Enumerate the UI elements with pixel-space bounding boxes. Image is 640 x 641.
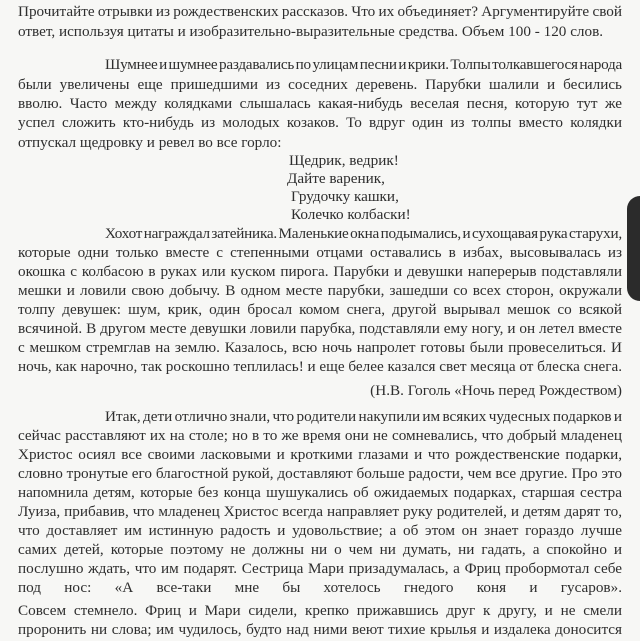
text-line: вволю. Часто между колядками слышалась какая-нибудь веселая песня, которую тут же <box>18 95 622 112</box>
attribution: (Н.В. Гоголь «Ночь перед Рождеством) <box>370 382 622 399</box>
text-line: напомнила детям, которые без конца шушукались об ожидаемых подарках, старшая сестра <box>18 484 622 501</box>
text-line: под нос: «А все-таки мне бы хотелось гнедого коня и гусаров». <box>18 579 622 596</box>
text-line: толпу девушек: шум, крик, один бросал комом снега, другой вырывал мешок со всякой <box>18 301 622 318</box>
text-line: Христос осиял все своими ласковыми и кроткими глазами и что рождественские подарки, <box>18 446 622 463</box>
text-line: самих детей, которые поэтому не должны ни о чем ни думать, ни гадать, а спокойно и <box>18 541 622 558</box>
text-line: Прочитайте отрывки из рождественских рассказов. Что их объединяет? Аргументируйте свой <box>18 3 622 20</box>
text-line: послушно ждать, что им подарят. Сестрица Мари призадумалась, а Фриц пробормотал себе <box>18 560 622 577</box>
poem-line: Дайте вареник, <box>287 170 385 187</box>
text-line: с мешком стремглав на землю. Казалось, всю ночь напролет готовы были провеселиться. И <box>18 339 622 356</box>
text-line: мешки и ловили свою добычу. В одном месте парубки, зашедши со всех сторон, окружали <box>18 282 622 299</box>
text-line: Хохот награждал затейника. Маленькие окна подымались, и сухощавая рука старухи, <box>105 225 622 242</box>
text-line: Итак, дети отлично знали, что родители накупили им всяких чудесных подарков и <box>105 408 622 425</box>
text-line: всячиной. В другом месте девушки ловили парубка, подставляли ему ногу, и он летел вместе <box>18 320 622 337</box>
text-line: отпускал щедровку и ревел во все горло: <box>18 134 282 151</box>
text-line: были увеличены еще пришедшими из соседних деревень. Парубки шалили и бесились <box>18 76 622 93</box>
poem-line: Колечко колбаски! <box>291 206 411 223</box>
poem-line: Грудочку кашки, <box>291 188 399 205</box>
text-line: сейчас расставляют их на столе; но в то же время они не сомневались, что добрый младенец <box>18 427 622 444</box>
text-line: проронить ни слова; им чудилось, будто над ними веют тихие крылья и издалека доносится <box>18 621 622 638</box>
text-line: успел сложить кто-нибудь из молодых козаков. То вдруг один из толпы вместо колядки <box>18 114 622 131</box>
finger-shadow <box>627 196 640 301</box>
text-line: ответ, используя цитаты и изобразительно-выразительные средства. Объем 100 - 120 слов. <box>18 23 604 40</box>
text-line: Шумнее и шумнее раздавались по улицам песни и крики. Толпы толкавшегося народа <box>105 56 622 73</box>
text-line: которые одни только вместе с степенными отцами оставались в избах, высовывалась из <box>18 244 622 261</box>
text-line: окошка с колбасою в руках или куском пирога. Парубки и девушки наперерыв подставляли <box>18 263 622 280</box>
text-line: словно тронутые его благостной рукой, доставляют больше радости, чем все другие. Про это <box>18 465 622 482</box>
text-line: ночь, как нарочно, так роскошно теплилась! и еще белее казался свет месяца от блеска снега. <box>18 358 622 375</box>
text-line: Луиза, прибавив, что младенец Христос всегда направляет руку родителей, и детям дарят то, <box>18 503 622 520</box>
text-line: Совсем стемнело. Фриц и Мари сидели, крепко прижавшись друг к другу, и не смели <box>18 602 622 619</box>
text-line: что доставляет им истинную радость и удовольствие; а об этом он знает гораздо лучше <box>18 522 622 539</box>
poem-line: Щедрик, ведрик! <box>289 152 399 169</box>
